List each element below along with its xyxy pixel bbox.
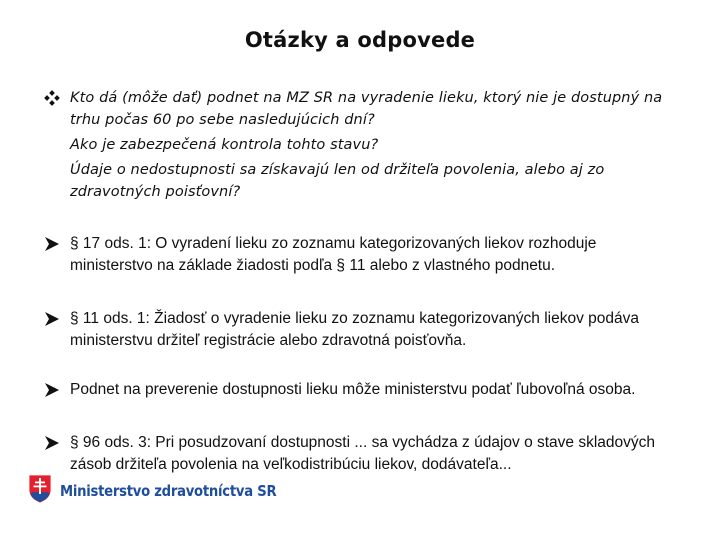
answer-line: § 96 ods. 3: Pri posudzovaní dostupnosti ... sa vychádza z údajov o stave skladových [70,434,656,451]
arrow-bullet-icon [44,432,62,454]
arrow-bullet-icon [44,379,62,401]
answer-line: ministerstvo na základe žiadosti podľa § 11 alebo z vlastného podnetu. [70,257,556,274]
ministry-logo [28,474,306,508]
arrow-bullet-icon [44,233,62,255]
answer-text [70,233,694,277]
answer-line: § 17 ods. 1: O vyradení lieku zo zoznamu kategorizovaných liekov rozhoduje [70,235,597,252]
answer-line: zásob držiteľa povolenia na veľkodistribúciu liekov, dodávateľa... [70,456,512,473]
slide-title: Otázky a odpovede [244,28,476,52]
answer-line: § 11 ods. 1: Žiadosť o vyradenie lieku zo zoznamu kategorizovaných liekov podáva [70,310,640,327]
slovak-coat-of-arms-icon [28,474,52,509]
ministry-name: Ministerstvo zdravotníctva SR [60,482,277,500]
answer-line: ministerstvu držiteľ registrácie alebo zdravotná poisťovňa. [70,332,467,349]
question-item [44,87,694,203]
question-line: trhu počas 60 po sebe nasledujúcich dní? [70,112,375,128]
question-line: zdravotných poisťovní? [70,184,241,200]
question-line: Kto dá (môže dať) podnet na MZ SR na vyradenie lieku, ktorý nie je dostupný na [70,90,663,106]
question-text [70,87,694,203]
answer-text [70,308,694,352]
answer-item [44,432,694,476]
answer-line: Podnet na preverenie dostupnosti lieku môže ministerstvu podať ľubovoľná osoba. [70,381,636,398]
question-line: Ako je zabezpečená kontrola tohto stavu? [70,137,379,153]
answer-item [44,233,694,277]
answer-text [70,379,694,401]
arrow-bullet-icon [44,308,62,330]
four-diamond-bullet-icon [44,87,62,109]
answer-item [44,308,694,352]
answer-text [70,432,694,476]
question-line: Údaje o nedostupnosti sa získavajú len od držiteľa povolenia, alebo aj zo [70,162,605,178]
answer-item [44,379,694,401]
